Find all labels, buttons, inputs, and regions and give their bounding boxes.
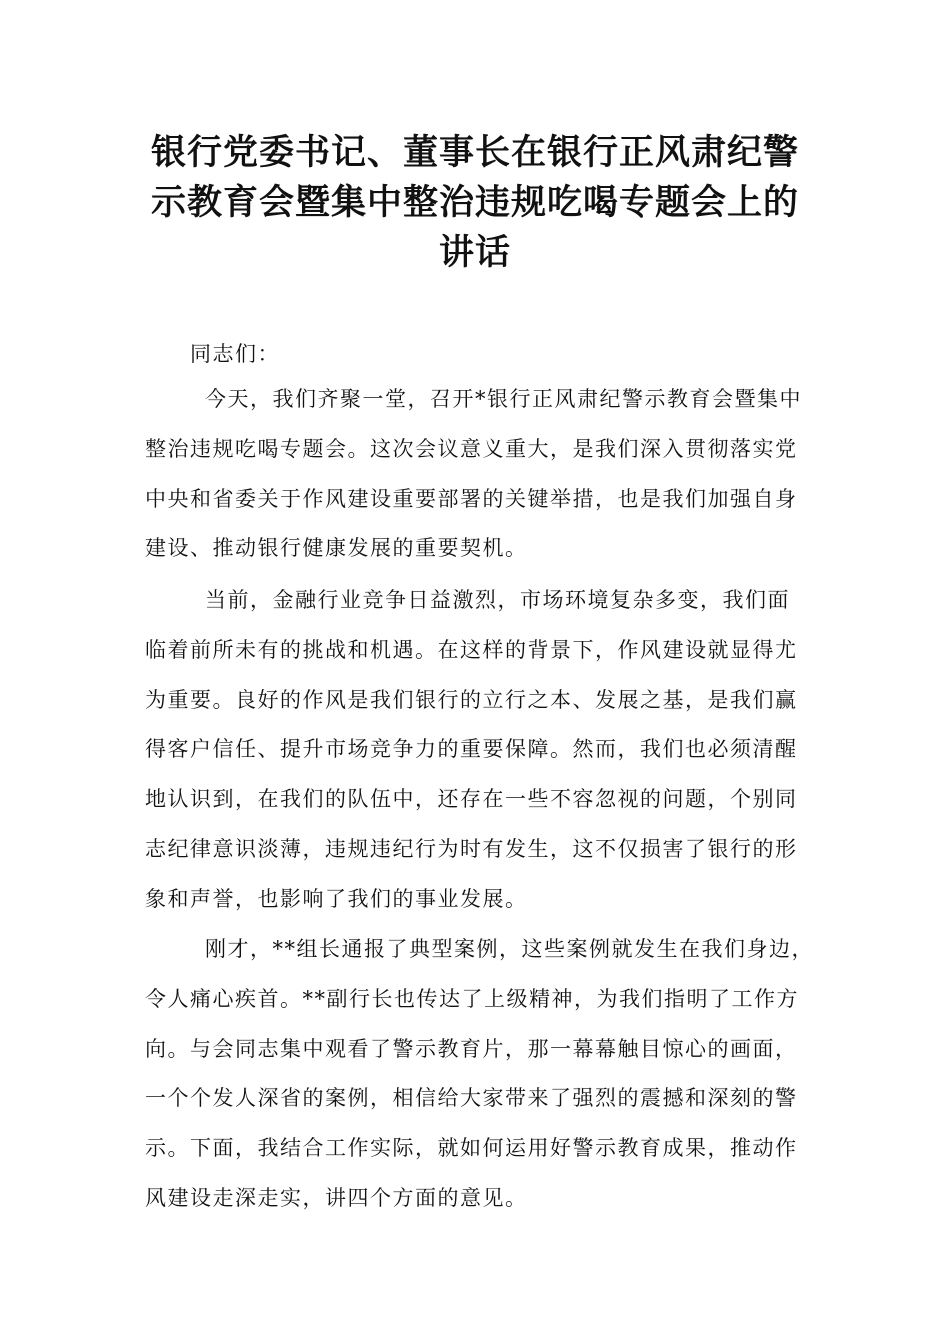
- paragraph-line: 刚才，**组长通报了典型案例，这些案例就发生在我们身边，: [205, 937, 814, 961]
- paragraph-line: 志纪律意识淡薄，违规违纪行为时有发生，这不仅损害了银行的形: [145, 836, 798, 861]
- title-line: 示教育会暨集中整治违规吃喝专题会上的: [150, 183, 799, 223]
- paragraph-line: 临着前所未有的挑战和机遇。在这样的背景下，作风建设就显得尤: [145, 637, 798, 662]
- paragraph-line: 当前，金融行业竞争日益激烈，市场环境复杂多变，我们面: [205, 588, 790, 612]
- title-line: 讲话: [438, 233, 511, 273]
- paragraph-line: 今天，我们齐聚一堂，召开*银行正风肃纪警示教育会暨集中: [205, 387, 802, 411]
- paragraph-line: 地认识到，在我们的队伍中，还存在一些不容忽视的问题，个别同: [145, 787, 798, 812]
- paragraph-line: 风建设走深走实，讲四个方面的意见。: [145, 1185, 528, 1210]
- paragraph-2: [145, 576, 825, 925]
- paragraph-line: 中央和省委关于作风建设重要部署的关键举措，也是我们加强自身: [145, 486, 798, 511]
- paragraph-3: [145, 925, 825, 1224]
- salutation: 同志们：: [190, 342, 280, 366]
- paragraph-line: 令人痛心疾首。**副行长也传达了上级精神，为我们指明了工作方: [145, 986, 799, 1011]
- paragraph-line: 象和声誉，也影响了我们的事业发展。: [145, 886, 528, 911]
- paragraph-1: [145, 375, 825, 574]
- paragraph-line: 为重要。良好的作风是我们银行的立行之本、发展之基，是我们赢: [145, 687, 798, 712]
- paragraph-line: 向。与会同志集中观看了警示教育片，那一幕幕触目惊心的画面，: [145, 1036, 798, 1061]
- paragraph-line: 整治违规吃喝专题会。这次会议意义重大，是我们深入贯彻落实党: [145, 436, 798, 461]
- paragraph-line: 示。下面，我结合工作实际，就如何运用好警示教育成果，推动作: [145, 1136, 798, 1161]
- document-title: [130, 128, 820, 278]
- paragraph-line: 一个个发人深省的案例，相信给大家带来了强烈的震撼和深刻的警: [145, 1086, 798, 1111]
- title-line: 银行党委书记、董事长在银行正风肃纪警: [150, 133, 799, 173]
- paragraph-line: 得客户信任、提升市场竞争力的重要保障。然而，我们也必须清醒: [145, 737, 798, 762]
- paragraph-line: 建设、推动银行健康发展的重要契机。: [145, 536, 528, 561]
